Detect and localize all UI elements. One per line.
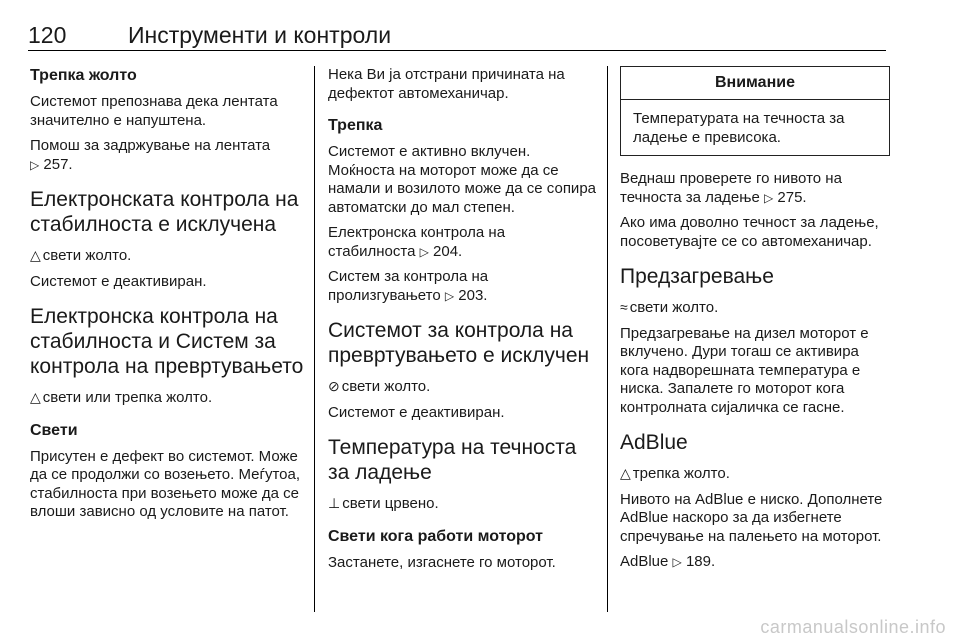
paragraph: △ свети или трепка жолто.	[30, 389, 213, 406]
column-1	[30, 66, 306, 529]
heading-tcs-off: Системот за контрола на превртувањето е исклучен	[328, 319, 590, 367]
page-ref[interactable]: 189.	[685, 553, 716, 570]
paragraph: ⊘ свети жолто.	[328, 378, 431, 395]
column-divider	[607, 66, 608, 612]
paragraph: Застанете, изгаснете го моторот.	[328, 553, 556, 571]
page-header	[28, 22, 886, 51]
caution-body	[621, 100, 889, 155]
caution-text: Температурата на течноста за ладење е превисока.	[633, 110, 845, 146]
heading-esc-off: Електронската контрола на стабилноста е исклучена	[30, 188, 299, 236]
heading-esc: Електронска контрола на стабилноста и Систем за контрола на превртувањето	[30, 305, 304, 378]
heading-coolant: Температура на течноста за ладење	[328, 436, 577, 484]
heading-adblue: AdBlue	[620, 431, 688, 454]
page-ref-icon: ▷	[672, 555, 682, 569]
paragraph: AdBlue ▷ 189.	[620, 553, 716, 570]
paragraph: Нека Ви ја отстрани причината на дефектот автомеханичар.	[328, 66, 565, 102]
heading-running: Свети кога работи моторот	[328, 527, 543, 545]
page-ref[interactable]: 204.	[433, 242, 463, 260]
paragraph: Нивото на AdBlue е ниско. Дополнете AdBlue наскоро за да избегнете спречување на палењето на моторот.	[620, 490, 883, 545]
glow-plug-icon: ≈	[620, 299, 628, 315]
page-ref-icon: ▷	[444, 288, 455, 303]
paragraph: Системот е деактивиран.	[30, 272, 207, 290]
page-number: 120	[28, 22, 67, 48]
paragraph: △ свети жолто.	[30, 247, 132, 264]
paragraph: Систем за контрола на пролизгувањето ▷ 203.	[328, 268, 489, 304]
column-divider	[314, 66, 315, 612]
tcs-off-icon: ⊘	[328, 378, 340, 394]
paragraph: Присутен е дефект во системот. Може да се продолжи со возењето. Меѓутоа, стабилноста при возењето може да се влоши зависно од условите на патот.	[30, 447, 300, 520]
column-3	[620, 66, 890, 579]
paragraph: Системот е активно вклучен. Моќноста на моторот може да се намали и возилото може да се сопира автоматски до мал степен.	[328, 143, 597, 216]
page-ref[interactable]: 275.	[777, 188, 807, 206]
watermark: carmanualsonline.info	[760, 617, 946, 637]
page-ref-icon: ▷	[763, 190, 774, 205]
paragraph-text: Помош за задржување на лентата	[30, 137, 271, 154]
heading-blink: Трепка	[328, 117, 383, 134]
column-2	[328, 66, 596, 579]
paragraph: ⊥ свети црвено.	[328, 495, 439, 512]
page-ref[interactable]: 257.	[43, 155, 73, 173]
paragraph: ≈ свети жолто.	[620, 299, 719, 316]
esc-warning-icon: △	[30, 389, 41, 405]
paragraph: Веднаш проверете го нивото на течноста за ладење ▷ 275.	[620, 170, 842, 206]
page-ref-icon: ▷	[30, 157, 40, 172]
heading-blink-yellow: Трепка жолто	[30, 67, 137, 84]
heading-preheat: Предзагревање	[620, 265, 774, 288]
adblue-icon: △	[620, 465, 631, 481]
paragraph: Системот е деактивиран.	[328, 403, 505, 421]
paragraph	[30, 137, 306, 174]
caution-title: Внимание	[621, 67, 889, 100]
paragraph: Предзагревање на дизел моторот е вклучено. Дури тогаш се активира кога надворешната температура е ниска. Запалете го моторот кога контролната сијаличка се гасне.	[620, 324, 869, 416]
page-ref-icon: ▷	[419, 244, 429, 259]
esc-off-warning-icon: △	[30, 247, 41, 263]
page-ref[interactable]: 203.	[458, 286, 488, 304]
heading-lit: Свети	[30, 421, 78, 439]
paragraph: △ трепка жолто.	[620, 465, 730, 482]
caution-box	[620, 66, 890, 156]
page-title: Инструменти и контроли	[128, 22, 392, 48]
coolant-temperature-icon: ⊥	[328, 495, 341, 511]
paragraph: Ако има доволно течност за ладење, посоветувајте се со автомеханичар.	[620, 214, 879, 250]
paragraph: Системот препознава дека лентата значително е напуштена.	[30, 93, 278, 129]
paragraph: Електронска контрола на стабилноста ▷ 204.	[328, 224, 506, 260]
